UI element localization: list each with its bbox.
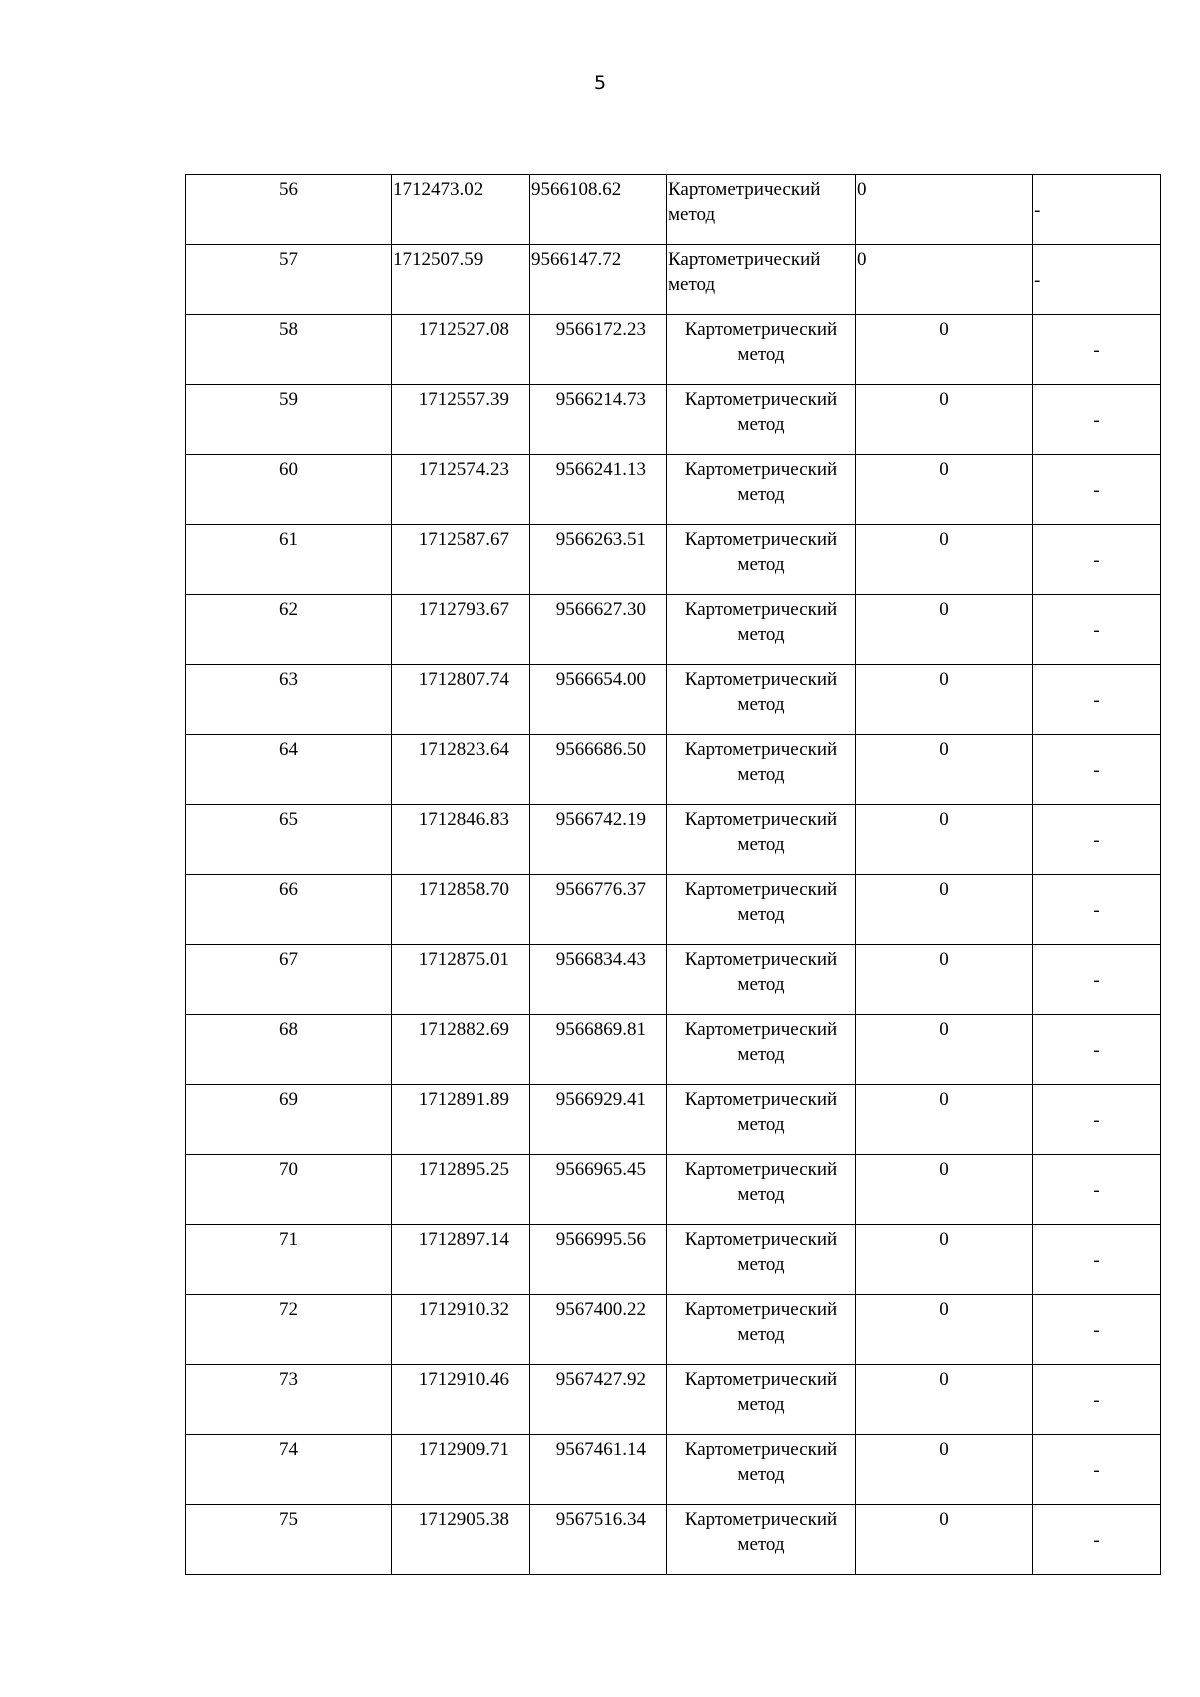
point-number-cell: 59 xyxy=(186,385,392,455)
method-cell: Картометрический метод xyxy=(667,455,856,525)
description-cell: - xyxy=(1033,735,1161,805)
table-row xyxy=(186,455,1161,525)
x-coordinate-cell: 1712846.83 xyxy=(392,805,530,875)
accuracy-cell: 0 xyxy=(856,1295,1033,1365)
point-number-cell: 64 xyxy=(186,735,392,805)
point-number-cell: 63 xyxy=(186,665,392,735)
accuracy-cell: 0 xyxy=(856,175,1033,245)
description-cell: - xyxy=(1033,1225,1161,1295)
y-coordinate-cell: 9567461.14 xyxy=(530,1435,667,1505)
x-coordinate-cell: 1712574.23 xyxy=(392,455,530,525)
y-coordinate-cell: 9566742.19 xyxy=(530,805,667,875)
method-cell: Картометрический метод xyxy=(667,805,856,875)
x-coordinate-cell: 1712891.89 xyxy=(392,1085,530,1155)
accuracy-cell: 0 xyxy=(856,665,1033,735)
accuracy-cell: 0 xyxy=(856,245,1033,315)
point-number-cell: 74 xyxy=(186,1435,392,1505)
description-cell: - xyxy=(1033,385,1161,455)
accuracy-cell: 0 xyxy=(856,805,1033,875)
method-cell: Картометрический метод xyxy=(667,595,856,665)
y-coordinate-cell: 9566108.62 xyxy=(530,175,667,245)
y-coordinate-cell: 9566869.81 xyxy=(530,1015,667,1085)
method-cell: Картометрический метод xyxy=(667,1155,856,1225)
method-cell: Картометрический метод xyxy=(667,1365,856,1435)
x-coordinate-cell: 1712473.02 xyxy=(392,175,530,245)
method-cell: Картометрический метод xyxy=(667,875,856,945)
point-number-cell: 68 xyxy=(186,1015,392,1085)
y-coordinate-cell: 9566263.51 xyxy=(530,525,667,595)
x-coordinate-cell: 1712823.64 xyxy=(392,735,530,805)
y-coordinate-cell: 9566214.73 xyxy=(530,385,667,455)
x-coordinate-cell: 1712897.14 xyxy=(392,1225,530,1295)
method-cell: Картометрический метод xyxy=(667,735,856,805)
x-coordinate-cell: 1712858.70 xyxy=(392,875,530,945)
accuracy-cell: 0 xyxy=(856,525,1033,595)
table-row xyxy=(186,1155,1161,1225)
y-coordinate-cell: 9566147.72 xyxy=(530,245,667,315)
y-coordinate-cell: 9567427.92 xyxy=(530,1365,667,1435)
point-number-cell: 62 xyxy=(186,595,392,665)
table-row xyxy=(186,1225,1161,1295)
method-cell: Картометрический метод xyxy=(667,525,856,595)
y-coordinate-cell: 9567516.34 xyxy=(530,1505,667,1575)
table-row xyxy=(186,385,1161,455)
x-coordinate-cell: 1712905.38 xyxy=(392,1505,530,1575)
description-cell: - xyxy=(1033,525,1161,595)
accuracy-cell: 0 xyxy=(856,945,1033,1015)
y-coordinate-cell: 9567400.22 xyxy=(530,1295,667,1365)
accuracy-cell: 0 xyxy=(856,1225,1033,1295)
description-cell: - xyxy=(1033,315,1161,385)
method-cell: Картометрический метод xyxy=(667,1435,856,1505)
point-number-cell: 58 xyxy=(186,315,392,385)
page-number: 5 xyxy=(593,72,607,94)
method-cell: Картометрический метод xyxy=(667,245,856,315)
accuracy-cell: 0 xyxy=(856,385,1033,455)
point-number-cell: 73 xyxy=(186,1365,392,1435)
point-number-cell: 67 xyxy=(186,945,392,1015)
point-number-cell: 56 xyxy=(186,175,392,245)
point-number-cell: 65 xyxy=(186,805,392,875)
x-coordinate-cell: 1712807.74 xyxy=(392,665,530,735)
accuracy-cell: 0 xyxy=(856,455,1033,525)
accuracy-cell: 0 xyxy=(856,315,1033,385)
method-cell: Картометрический метод xyxy=(667,1225,856,1295)
table-row xyxy=(186,665,1161,735)
point-number-cell: 69 xyxy=(186,1085,392,1155)
y-coordinate-cell: 9566241.13 xyxy=(530,455,667,525)
accuracy-cell: 0 xyxy=(856,1155,1033,1225)
x-coordinate-cell: 1712793.67 xyxy=(392,595,530,665)
accuracy-cell: 0 xyxy=(856,875,1033,945)
description-cell: - xyxy=(1033,1155,1161,1225)
table-row xyxy=(186,1015,1161,1085)
y-coordinate-cell: 9566929.41 xyxy=(530,1085,667,1155)
method-cell: Картометрический метод xyxy=(667,1505,856,1575)
x-coordinate-cell: 1712587.67 xyxy=(392,525,530,595)
method-cell: Картометрический метод xyxy=(667,385,856,455)
point-number-cell: 66 xyxy=(186,875,392,945)
description-cell: - xyxy=(1033,175,1161,245)
description-cell: - xyxy=(1033,805,1161,875)
table-row xyxy=(186,1085,1161,1155)
table-row xyxy=(186,525,1161,595)
x-coordinate-cell: 1712895.25 xyxy=(392,1155,530,1225)
description-cell: - xyxy=(1033,1015,1161,1085)
description-cell: - xyxy=(1033,1435,1161,1505)
y-coordinate-cell: 9566995.56 xyxy=(530,1225,667,1295)
method-cell: Картометрический метод xyxy=(667,1295,856,1365)
y-coordinate-cell: 9566627.30 xyxy=(530,595,667,665)
y-coordinate-cell: 9566654.00 xyxy=(530,665,667,735)
point-number-cell: 75 xyxy=(186,1505,392,1575)
y-coordinate-cell: 9566834.43 xyxy=(530,945,667,1015)
method-cell: Картометрический метод xyxy=(667,175,856,245)
x-coordinate-cell: 1712910.32 xyxy=(392,1295,530,1365)
description-cell: - xyxy=(1033,1365,1161,1435)
point-number-cell: 72 xyxy=(186,1295,392,1365)
method-cell: Картометрический метод xyxy=(667,1015,856,1085)
table-row xyxy=(186,945,1161,1015)
x-coordinate-cell: 1712875.01 xyxy=(392,945,530,1015)
description-cell: - xyxy=(1033,595,1161,665)
method-cell: Картометрический метод xyxy=(667,665,856,735)
description-cell: - xyxy=(1033,1085,1161,1155)
table-row xyxy=(186,1295,1161,1365)
accuracy-cell: 0 xyxy=(856,735,1033,805)
coordinates-table xyxy=(185,174,1161,1575)
x-coordinate-cell: 1712507.59 xyxy=(392,245,530,315)
table-row xyxy=(186,175,1161,245)
table-row xyxy=(186,875,1161,945)
y-coordinate-cell: 9566172.23 xyxy=(530,315,667,385)
description-cell: - xyxy=(1033,1295,1161,1365)
description-cell: - xyxy=(1033,455,1161,525)
accuracy-cell: 0 xyxy=(856,1085,1033,1155)
point-number-cell: 57 xyxy=(186,245,392,315)
x-coordinate-cell: 1712527.08 xyxy=(392,315,530,385)
table-row xyxy=(186,735,1161,805)
description-cell: - xyxy=(1033,665,1161,735)
table-row xyxy=(186,1435,1161,1505)
x-coordinate-cell: 1712557.39 xyxy=(392,385,530,455)
point-number-cell: 61 xyxy=(186,525,392,595)
table-row xyxy=(186,245,1161,315)
y-coordinate-cell: 9566686.50 xyxy=(530,735,667,805)
accuracy-cell: 0 xyxy=(856,595,1033,665)
method-cell: Картометрический метод xyxy=(667,1085,856,1155)
table-row xyxy=(186,1365,1161,1435)
table-row xyxy=(186,315,1161,385)
description-cell: - xyxy=(1033,1505,1161,1575)
description-cell: - xyxy=(1033,945,1161,1015)
coordinates-table-body xyxy=(186,175,1161,1575)
table-row xyxy=(186,805,1161,875)
method-cell: Картометрический метод xyxy=(667,945,856,1015)
description-cell: - xyxy=(1033,875,1161,945)
accuracy-cell: 0 xyxy=(856,1015,1033,1085)
point-number-cell: 60 xyxy=(186,455,392,525)
x-coordinate-cell: 1712882.69 xyxy=(392,1015,530,1085)
point-number-cell: 71 xyxy=(186,1225,392,1295)
y-coordinate-cell: 9566965.45 xyxy=(530,1155,667,1225)
accuracy-cell: 0 xyxy=(856,1365,1033,1435)
accuracy-cell: 0 xyxy=(856,1435,1033,1505)
x-coordinate-cell: 1712910.46 xyxy=(392,1365,530,1435)
x-coordinate-cell: 1712909.71 xyxy=(392,1435,530,1505)
method-cell: Картометрический метод xyxy=(667,315,856,385)
description-cell: - xyxy=(1033,245,1161,315)
point-number-cell: 70 xyxy=(186,1155,392,1225)
y-coordinate-cell: 9566776.37 xyxy=(530,875,667,945)
table-row xyxy=(186,1505,1161,1575)
table-row xyxy=(186,595,1161,665)
accuracy-cell: 0 xyxy=(856,1505,1033,1575)
